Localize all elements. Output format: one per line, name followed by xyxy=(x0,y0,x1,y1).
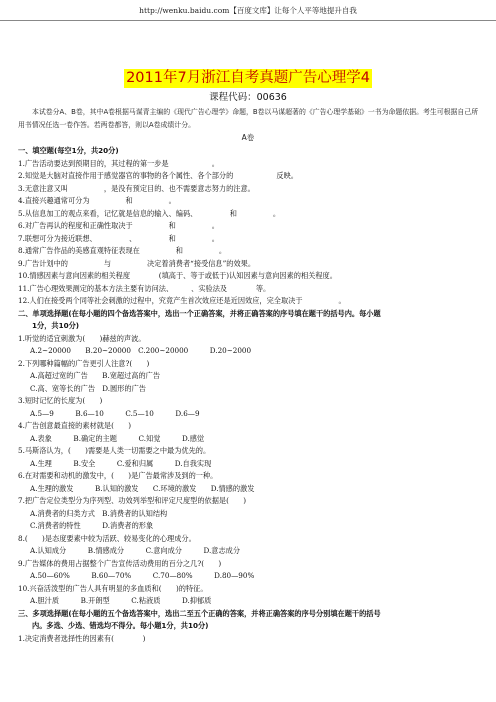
section-heading: 二、单项选择题(在每小题的四个备选答案中，选出一个正确答案，并将正确答案的序号填在题干的括号内。每小题 xyxy=(18,308,381,318)
question-line: 9.广告计划中的 与 决定着消费者“接受信息”的效果。 xyxy=(18,258,256,268)
question-line: 7.把广告定位类型分为序列型、功效列举型和评定尺度型的依据是( ) xyxy=(18,496,247,505)
exam-title: 2011年7月浙江自考真题广告心理学4 xyxy=(126,70,370,86)
question-line: 3.短时记忆的长度为( ) xyxy=(18,396,103,405)
option-line: C.高、宽等长的广告 D.圆形的广告 xyxy=(30,383,146,393)
section-heading: 一、填空题(每空1分，共20分) xyxy=(18,146,119,155)
page-header[interactable]: http://wenku.baidu.com【百度文库】让每个人平等地提升自我 xyxy=(139,6,357,15)
option-line: A.消费者的归类方式 B.消费者的认知结构 xyxy=(30,508,168,518)
question-line: 1.决定消费者选择性的因素有( ) xyxy=(18,633,146,643)
question-line: 6.在对需要和动机的激发中，( )是广告最常涉及到的一种。 xyxy=(18,471,218,480)
question-list xyxy=(18,145,488,645)
question-line: 10.兴奋活泼型的广告人具有明显的多血质和( )的特征。 xyxy=(18,583,208,593)
title-block xyxy=(0,67,496,88)
question-line: 4.直接兴趣通常可分为 和 。 xyxy=(18,196,176,205)
section-heading: 三、多项选择题(在每小题的五个备选答案中，选出二至五个正确的答案，并将正确答案的序号分别填在题干的括号 xyxy=(18,608,381,618)
question-line: 5.从信息加工的观点来看，记忆就是信息的输入、编码、 和 。 xyxy=(18,208,281,218)
question-line: 1.广告活动要达到预期目的，其过程的第一步是 。 xyxy=(18,158,219,168)
question-line: 2.下列哪种篇幅的广告更引人注意?( ) xyxy=(18,358,150,368)
question-line: 7.联想可分为接近联想、 、 和 。 xyxy=(18,233,219,243)
question-line: 11.广告心理效果测定的基本方法主要有访问法、 、实验法及 等。 xyxy=(18,283,271,293)
option-line: A.2~20000 B.20~20000 C.200~20000 D.20~2000 xyxy=(30,346,252,355)
option-line: A.胆汁质 B.开朗型 C.粘液质 D.抑郁质 xyxy=(30,596,212,605)
question-line: 2.知觉是大脑对直接作用于感觉器官的事物的各个属性、各个部分的 反映。 xyxy=(18,171,298,180)
option-line: A.5—9 B.6—10 C.5—10 D.6—9 xyxy=(30,408,200,418)
question-line: 5.马斯洛认为，( )需要是人类一切需要之中最为优先的。 xyxy=(18,446,211,455)
question-line: 8.通常广告作品的美感直观特征表现在 和 。 xyxy=(18,246,227,255)
volume-label: A卷 xyxy=(241,133,255,142)
question-line: 1.听觉的适宜刺激为( )赫兹的声波。 xyxy=(18,333,146,343)
option-line: A.高超过宽的广告 B.宽超过高的广告 xyxy=(30,371,161,380)
option-line: A.生理 B.安全 C.爱和归属 D.自我实现 xyxy=(30,458,212,468)
question-line: 4.广告创意最直接的素材就是( ) xyxy=(18,421,132,430)
question-line: 6.对广告再认的程度和正确性取决于 和 。 xyxy=(18,221,219,230)
option-line: A.50—60% B.60—70% C.70—80% D.80—90% xyxy=(30,571,255,580)
question-line: 10.情感因素与意向因素的相关程度 (填高于、等于或低于)认知因素与意向因素的相关程度。 xyxy=(18,271,337,280)
section-heading-continued: 1分，共10分) xyxy=(32,321,80,330)
option-line: A.表象 B.确定的主题 C.知觉 D.感觉 xyxy=(30,433,205,443)
question-line: 12.人们在接受两个同等社会刺激的过程中，究竟产生首次效应还是近因效应，完全取决于 。 xyxy=(18,296,346,305)
question-line: 3.无意注意又叫 ，是没有预定目的、也不需要意志努力的注意。 xyxy=(18,183,255,193)
option-line: A.生理的激发 B.认知的激发 C.环境的激发 D.情感的激发 xyxy=(30,483,255,493)
section-heading-continued: 内。多选、少选、错选均不得分。每小题1分，共10分) xyxy=(32,621,209,630)
question-line: 8.( )是态度要素中较为活跃、较易变化的心理成分。 xyxy=(18,533,196,543)
header-divider xyxy=(0,20,496,21)
course-code: 课程代码：00636 xyxy=(209,92,287,103)
question-line: 9.广告媒体的费用占据整个广告宣传活动费用的百分之几?( ) xyxy=(18,558,222,568)
exam-intro: 本试卷分A、B卷，其中A卷根据马谋青主编的《现代广告心理学》命题，B卷以马谋超著的《广告心理学基础》一书为命题依据。考生可根据自己所用书情况任选一卷作答。若两卷都答，则以A卷成绩计分。 xyxy=(18,108,479,129)
option-line: A.认知成分 B.情感成分 C.意向成分 D.意志成分 xyxy=(30,546,241,555)
option-line: C.消费者的特性 D.消费者的形象 xyxy=(30,521,154,530)
